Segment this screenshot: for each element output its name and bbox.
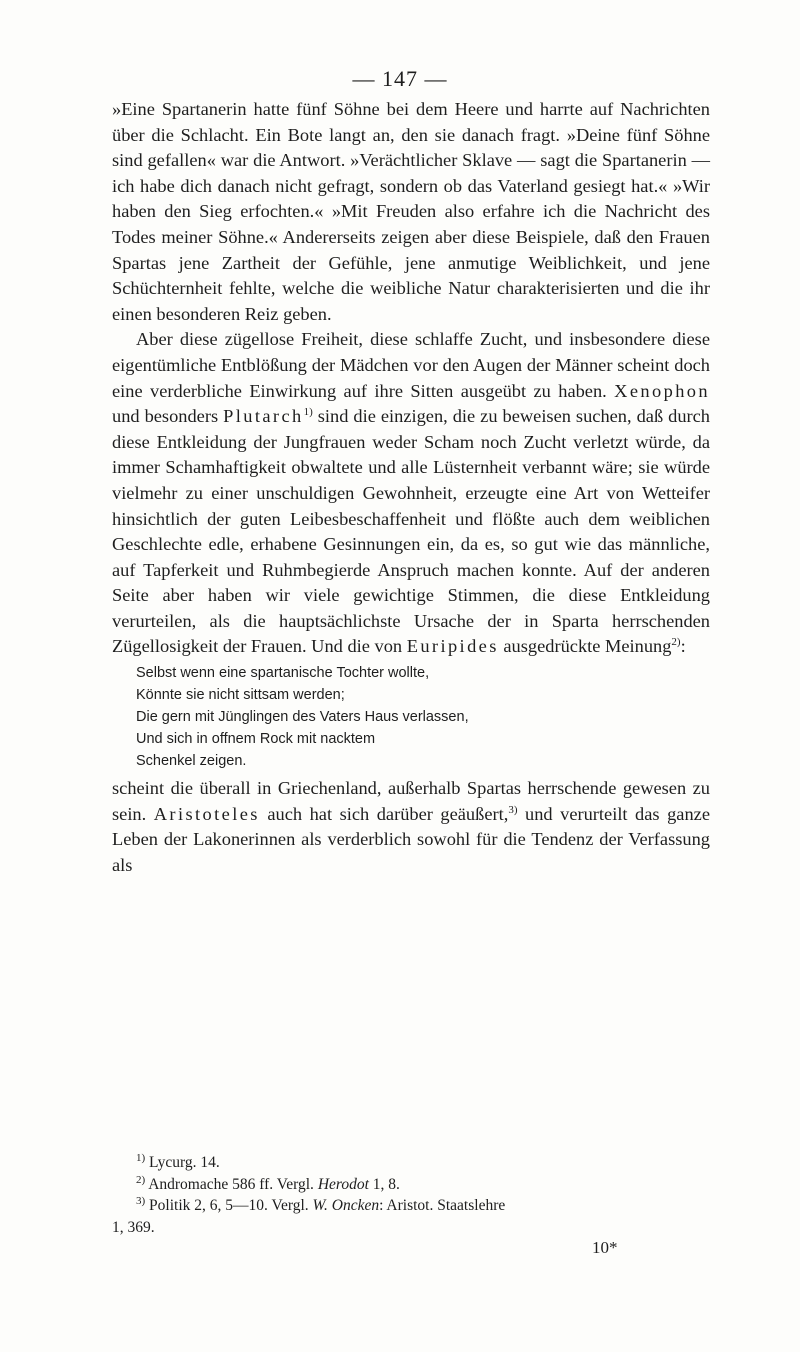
footnote-ref-2: 2) <box>671 636 681 649</box>
verse-quote <box>136 662 710 772</box>
paragraph-1: »Eine Spartanerin hatte fünf Söhne bei dem Heere und harrte auf Nachrichten über die Schlacht. Ein Bote langt an, den sie danach fragt. »Deine fünf Söhne sind gefallen« war die Antwort. »Verächtlicher Sklave — sagt die Spartanerin — ich habe dich danach nicht gefragt, sondern ob das Vaterland gesiegt hat.« »Wir haben den Sieg erfochten.« »Mit Freuden also erfahre ich die Nachricht des Todes meiner Söhne.« Andererseits zeigen aber diese Beispiele, daß den Frauen Spartas jene Zartheit der Gefühle, jene anmutige Weiblichkeit, und jene Schüchternheit fehlte, welche die weibliche Natur charakterisierten und die ihr einen besonderen Reiz geben. <box>112 99 710 324</box>
quote-line: Schenkel zeigen. <box>136 753 247 770</box>
quote-line: Und sich in offnem Rock mit nacktem <box>136 731 376 748</box>
main-text <box>112 97 710 878</box>
signature-mark: 10* <box>592 1238 618 1257</box>
footnotes <box>112 1152 710 1238</box>
quote-line: Die gern mit Jünglingen des Vaters Haus verlassen, <box>136 709 469 726</box>
paragraph-3: scheint die überall in Griechenland, außerhalb Spartas herrschende gewesen zu sein. Aristoteles auch hat sich darüber geäußert,$^{3)}$ und verurteilt das ganze Leben der Lakonerinnen als verderblich sowohl für die Tendenz der Verfassung als <box>112 778 710 875</box>
footnote-1: $^{1)}$ Lycurg. 14. <box>136 1151 220 1171</box>
footnote-ref-1: 1) <box>303 406 313 418</box>
name-plutarch: Plutarch <box>223 406 304 427</box>
footnote-ref-3: 3) <box>508 803 518 816</box>
name-aristoteles: Aristoteles <box>153 803 260 824</box>
quote-line: Könnte sie nicht sittsam werden; <box>136 687 345 704</box>
name-euripides: Euripides <box>406 636 499 657</box>
paragraph-2: Aber diese zügellose Freiheit, diese schlaffe Zucht, und insbesondere diese eigentümliche Entblößung der Mädchen vor den Augen der Männer scheint doch eine verderbliche Einwirkung auf ihre Sitten ausgeübt zu haben. Xenophon und besonders Plutarch$^{1)}$ sind die einzigen, die zu beweisen suchen, daß durch diese Entkleidung der Jungfrauen weder Scham noch Zucht verletzt würde, da immer Schamhaftigkeit obwaltete und alle Lüsternheit verbannt wäre; sie würde vielmehr zu einer unschuldigen Gewohnheit, erzeugte eine Art von Wetteifer hinsichtlich der guten Leibesbeschaffenheit und flößte auch dem weiblichen Geschlechte edle, erhabene Gesinnungen ein, da es, so gut wie das männliche, auf Tapferkeit und Ruhmbegierde Anspruch machen konnte. Auf der anderen Seite aber haben wir viele gewichtige Stimmen, die diese Entkleidung verurteilen, als die hauptsächlichste Ursache der in Sparta herrschenden Zügellosigkeit der Frauen. Und die von Euripides ausgedrückte Meinung$^{2)}$: <box>112 329 710 657</box>
footnote-3: $^{3)}$ Politik 2, 6, 5—10. Vergl. W. Oncken: Aristot. Staatslehre <box>136 1194 506 1214</box>
footnote-2: $^{2)}$ Andromache 586 ff. Vergl. Herodot 1, 8. <box>136 1173 400 1193</box>
footnote-3-continuation: 1, 369. <box>112 1218 155 1236</box>
quote-line: Selbst wenn eine spartanische Tochter wollte, <box>136 665 430 682</box>
name-xenophon: Xenophon <box>614 380 710 401</box>
page-number: — 147 — <box>352 66 448 91</box>
